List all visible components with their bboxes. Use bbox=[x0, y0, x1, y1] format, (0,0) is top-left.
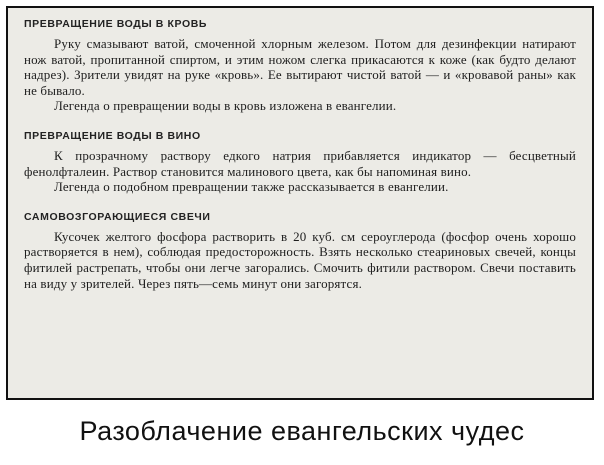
section-heading: ПРЕВРАЩЕНИЕ ВОДЫ В КРОВЬ bbox=[24, 18, 208, 30]
section-heading: САМОВОЗГОРАЮЩИЕСЯ СВЕЧИ bbox=[24, 210, 211, 223]
section-paragraph: Легенда о превращении воды в кровь изложена в евангелии. bbox=[54, 98, 397, 114]
section-paragraph: К прозрачному раствору едкого натрия прибавляется индикатор — бесцветный фенолфталеин. Раствор становится малинового цвета, как бы напоминая вино. bbox=[24, 147, 576, 179]
section-heading: ПРЕВРАЩЕНИЕ ВОДЫ В ВИНО bbox=[24, 129, 201, 142]
section-paragraph: Легенда о подобном превращении также рассказывается в евангелии. bbox=[54, 179, 449, 195]
scanned-book-page bbox=[6, 6, 594, 400]
image-caption: Разоблачение евангельских чудес bbox=[79, 416, 525, 446]
section-water-to-wine bbox=[24, 130, 576, 195]
section-self-igniting-candles bbox=[24, 211, 576, 291]
section-water-to-blood bbox=[24, 18, 576, 114]
section-paragraph: Руку смазывают ватой, смоченной хлорным железом. Потом для дезинфекции натирают нож ватой, пропитанной спиртом, и этим ножом слегка прикасаются к коже (как будто делают надрез). Зрители увидят на руке «кровь». Ее вытирают чистой ватой — и «кровавой раны» как не бывало. bbox=[24, 36, 576, 98]
section-paragraph: Кусочек желтого фосфора растворить в 20 куб. см сероуглерода (фосфор очень хорошо растворяется в нем), соблюдая предосторожность. Взять несколько стеариновых свечей, концы фитилей растрепать, чтобы они легче загорались. Смочить фитили раствором. Свечи поставить на виду у зрителей. Через пять—семь минут они загорятся. bbox=[24, 228, 576, 291]
